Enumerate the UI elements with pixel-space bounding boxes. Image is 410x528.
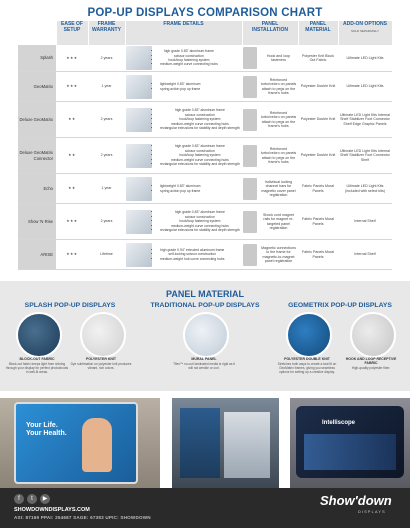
twitter-icon[interactable]: t [27, 494, 37, 504]
row-frame-details [125, 174, 242, 204]
installation-image [243, 109, 257, 131]
frame-detail-item: • spring action pop up frame [160, 189, 200, 193]
installation-image [243, 76, 257, 98]
frame-details-list [155, 248, 224, 261]
row-material: Polyester Knit Block Out Fabric [298, 45, 338, 72]
row-ease-stars: ★★ [56, 138, 88, 174]
row-warranty: 2 years [88, 138, 125, 174]
row-addons: Internal Shelf [338, 204, 392, 240]
block-out-fabric-desc: Block-out fabric keeps light from shining through your display for perfect photoshoots in well-lit areas. [5, 362, 69, 375]
frame-detail-item: • scissor construction [160, 54, 218, 58]
block-out-fabric-swatch [16, 312, 62, 358]
booth-2-panel-left [180, 408, 220, 478]
header-addons-sub: SOLD SEPARATELY [350, 28, 379, 33]
row-product-name: Show 'N Rise [18, 204, 56, 240]
booth-3-graphic [304, 434, 396, 470]
installation-image [243, 145, 257, 167]
hook-loop-fabric-desc: High-quality polyester fiber. [351, 366, 391, 370]
row-material: Polyester Double Knit [298, 72, 338, 102]
row-installation [242, 204, 298, 240]
booth-1-figure [82, 418, 112, 472]
row-product-name: Deluxe GeoMatrix Connector [18, 138, 56, 174]
panel-material-title: PANEL MATERIAL [166, 289, 244, 299]
row-product-name: Deluxe GeoMatrix [18, 102, 56, 138]
frame-image [126, 75, 152, 99]
booth-3-display [296, 406, 404, 478]
row-product-name: ARISE [18, 240, 56, 270]
splash-section-title: SPLASH POP-UP DISPLAYS [24, 302, 116, 309]
row-warranty: 2 years [88, 45, 125, 72]
installation-text: Hook and loop fasteners [266, 53, 291, 62]
booth-2-panel-right [224, 412, 270, 478]
polyester-double-knit-swatch [286, 312, 332, 358]
page-title: POP-UP DISPLAYS COMPARISON CHART [87, 7, 323, 19]
header-addons-label: ADD-ON OPTIONS [343, 21, 387, 27]
brand-logo-sub: DISPLAYS [358, 510, 386, 514]
installation-text: Reinforced turbo/velcro on panels attach to pegs on the frame's hubs [260, 110, 297, 128]
booth-1-display [14, 402, 138, 484]
frame-detail-item: • lightweight 0.83" aluminum [160, 82, 200, 86]
booth-photo-1 [0, 398, 160, 488]
row-material: Polyester Double Knit [298, 138, 338, 174]
row-installation [242, 45, 298, 72]
frame-detail-item: • high grade 0.83" aluminum frame [160, 49, 218, 53]
installation-text: Magnetic connections to the frame for magnetic-to-magnet panel registration [261, 245, 296, 263]
polyester-double-knit-label: POLYESTER DOUBLE KNIT [284, 357, 330, 361]
header-blank [18, 21, 56, 45]
frame-details-list [155, 49, 218, 67]
row-ease-stars: ★★★ [56, 240, 88, 270]
row-warranty: 2 years [88, 102, 125, 138]
mural-panel-label: MURAL PANEL [191, 357, 217, 361]
frame-detail-item: • medium-weight curve connecting hubs [160, 158, 240, 162]
header-warranty: FRAME WARRANTY [88, 21, 125, 45]
hook-loop-fabric-swatch [350, 312, 396, 358]
frame-image [126, 46, 152, 70]
row-warranty: Lifetime [88, 240, 125, 270]
frame-details-list [155, 144, 240, 166]
table-row [18, 174, 392, 204]
booth-1-headline: Your Life. Your Health. [26, 422, 67, 438]
frame-details-list [155, 82, 200, 91]
header-installation: PANEL INSTALLATION [242, 21, 298, 45]
table-row [18, 102, 392, 138]
row-warranty: 2 years [88, 204, 125, 240]
frame-details-list [155, 210, 240, 232]
installation-text: Reinforced turbo/velcro on panels attach to pegs on the frame's hubs [260, 77, 297, 95]
frame-detail-item: • rectangular extrusions for stability and depth strength [160, 228, 240, 232]
traditional-section-title: TRADITIONAL POP-UP DISPLAYS [150, 302, 260, 309]
frame-detail-item: • rectangular extrusions for stability and depth strength [160, 162, 240, 166]
frame-detail-item: • medium-weight curve connecting hubs [160, 122, 240, 126]
row-warranty: 1 year [88, 72, 125, 102]
row-frame-details [125, 72, 242, 102]
frame-detail-item: • hook/loop fastening system [160, 153, 240, 157]
frame-detail-item: • medium-weight hub curve connecting hubs [160, 257, 224, 261]
row-material: Polyester Double Knit [298, 102, 338, 138]
geometrix-section-title: GEOMETRIX POP-UP DISPLAYS [288, 302, 392, 309]
installation-text: Individual locking channel bars for magnetic cover panel registration [261, 179, 296, 197]
installation-image [243, 244, 257, 266]
row-ease-stars: ★★ [56, 174, 88, 204]
row-product-name: GeoMatrix [18, 72, 56, 102]
row-frame-details [125, 102, 242, 138]
frame-image [126, 177, 152, 201]
row-material: Fabric Panels Mural Panels [298, 240, 338, 270]
polyester-knit-desc: Dye sublimation on polyester knit produces vibrant, rich colors. [70, 362, 132, 371]
brand-logo: Show'down [320, 493, 392, 508]
row-frame-details [125, 240, 242, 270]
polyester-double-knit-desc: Stretches both ways to create a taut fit on GeoMatrix frames, giving you seamless options for setting up a creative display. [277, 362, 337, 375]
frame-detail-item: • self-locking scissor construction [160, 252, 224, 256]
row-frame-details [125, 204, 242, 240]
frame-detail-item: • high grade 0.83" aluminum frame [160, 144, 240, 148]
frame-detail-item: • high grade 0.83" aluminum frame [160, 210, 240, 214]
table-row [18, 240, 392, 270]
installation-image [243, 211, 257, 233]
frame-detail-item: • medium-weight curve connecting hubs [160, 224, 240, 228]
header-addons [338, 21, 392, 45]
frame-detail-item: • medium-weight curve connecting hubs [160, 62, 218, 66]
frame-detail-item: • hook/loop fastening system [160, 219, 240, 223]
frame-details-list [155, 184, 200, 193]
header-frame: FRAME DETAILS [125, 21, 242, 45]
table-row [18, 138, 392, 174]
row-installation [242, 102, 298, 138]
frame-detail-item: • scissor construction [160, 215, 240, 219]
row-ease-stars: ★★★ [56, 45, 88, 72]
supplier-codes: ASI: 87169 PPAI: 254687 SAGE: 67383 UPIC: SHOWDOWN [14, 515, 151, 520]
table-row [18, 72, 392, 102]
comparison-table [18, 21, 393, 270]
table-row [18, 45, 392, 72]
booth-photo-3 [290, 398, 410, 488]
row-ease-stars: ★★★ [56, 72, 88, 102]
youtube-icon[interactable]: ▶ [40, 494, 50, 504]
mural-panel-swatch [183, 312, 229, 358]
hook-loop-fabric-label: HOOK AND LOOP RECEPTIVE FABRIC [345, 357, 397, 365]
booth-photo-2 [172, 398, 279, 488]
installation-image [243, 47, 257, 69]
row-frame-details [125, 45, 242, 72]
row-installation [242, 72, 298, 102]
polyester-knit-label: POLYESTER KNIT [85, 357, 116, 361]
table-header-row [18, 21, 392, 45]
row-addons: Ultimate LED Light Kits Internal Shelf Stabilizer Foot Connector Shelf [338, 138, 392, 174]
row-addons: Ultimate LED Light Kits [338, 45, 392, 72]
frame-detail-item: • high grade 0.94" extruded aluminum frame [160, 248, 224, 252]
header-material: PANEL MATERIAL [298, 21, 338, 45]
row-product-name: Echo [18, 174, 56, 204]
installation-text: Shock cord magnet rails for magnet re-targeted panel registration [263, 212, 294, 230]
frame-detail-item: • spring action pop up frame [160, 87, 200, 91]
row-installation [242, 138, 298, 174]
frame-image [126, 243, 152, 267]
frame-detail-item: • rectangular extrusions for stability and depth strength [160, 126, 240, 130]
row-material: Fabric Panels Mural Panels [298, 174, 338, 204]
row-product-name: Splash [18, 45, 56, 72]
website-url[interactable]: SHOWDOWNDISPLAYS.COM [14, 507, 90, 513]
frame-image [126, 108, 152, 132]
header-ease: EASE OF SETUP [56, 21, 88, 45]
row-material: Fabric Panels Mural Panels [298, 204, 338, 240]
frame-detail-item: • scissor construction [160, 149, 240, 153]
frame-image [126, 144, 152, 168]
row-addons: Internal Shelf [338, 240, 392, 270]
frame-detail-item: • scissor construction [160, 113, 240, 117]
row-installation [242, 174, 298, 204]
row-ease-stars: ★★ [56, 102, 88, 138]
row-frame-details [125, 138, 242, 174]
row-warranty: 1 year [88, 174, 125, 204]
frame-detail-item: • lightweight 0.83" aluminum [160, 184, 200, 188]
frame-detail-item: • high grade 0.83" aluminum frame [160, 108, 240, 112]
row-addons: Ultimate LED Light Kits Internal Shelf Stabilizer Foot Connector Shelf Edge Graphic Panels [338, 102, 392, 138]
frame-detail-item: • hook/loop fastening system [160, 58, 218, 62]
booth-3-brand: Intelliscope [322, 420, 356, 426]
installation-image [243, 178, 257, 200]
table-row [18, 204, 392, 240]
frame-details-list [155, 108, 240, 130]
polyester-knit-swatch [80, 312, 126, 358]
row-addons: Ultimate LED Light Kits [338, 72, 392, 102]
facebook-icon[interactable]: f [14, 494, 24, 504]
block-out-fabric-label: BLOCK-OUT FABRIC [19, 357, 55, 361]
row-installation [242, 240, 298, 270]
row-ease-stars: ★★★ [56, 204, 88, 240]
mural-panel-desc: Tflex™ no-curl laminated media is rigid as it will not wrinkle or curl. [173, 362, 235, 371]
frame-image [126, 210, 152, 234]
frame-detail-item: • hook/loop fastening system [160, 117, 240, 121]
row-addons: Ultimate LED Light Kits (included with select kits) [338, 174, 392, 204]
installation-text: Reinforced turbo/velcro on panels attach to pegs on the frame's hubs [260, 146, 297, 164]
